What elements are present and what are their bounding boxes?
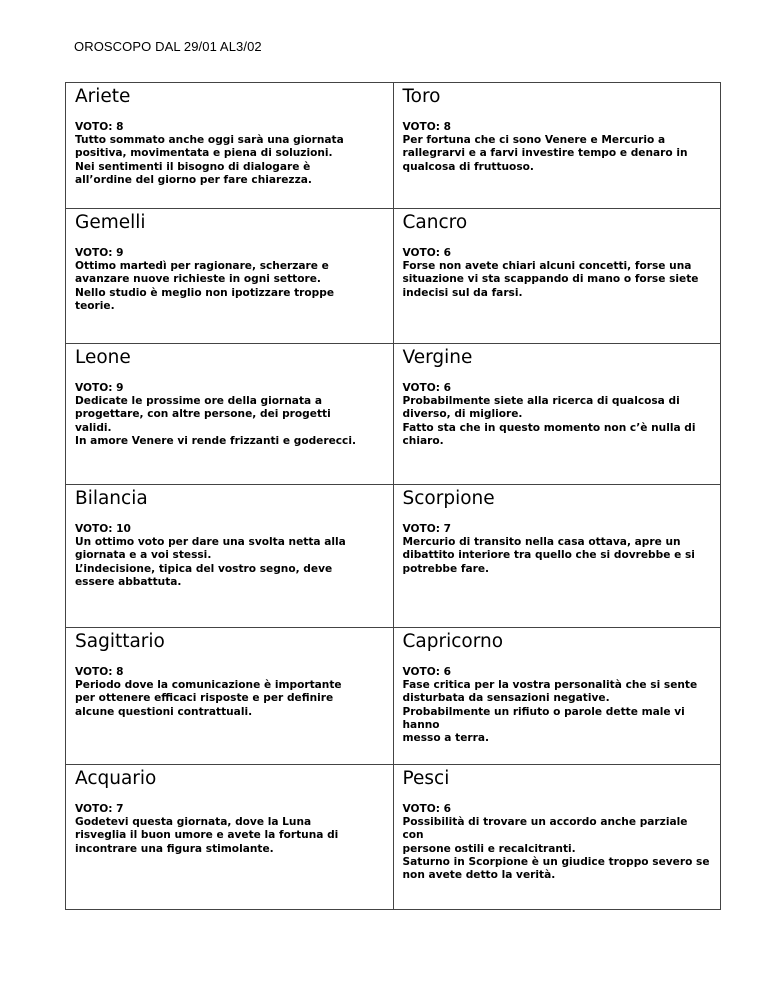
sign-description: [403, 121, 711, 174]
sign-description: [403, 803, 711, 882]
sign-cell-gemelli: [66, 209, 394, 344]
sign-name: Bilancia: [75, 488, 148, 509]
sign-text: Periodo dove la comunicazione è importante per ottenere efficaci risposte e per definire alcune questioni contrattuali.: [75, 679, 342, 718]
sign-description: [75, 523, 383, 589]
sign-vote: VOTO: 8: [75, 666, 124, 678]
table-row: [66, 83, 721, 209]
sign-cell-bilancia: [66, 485, 394, 628]
sign-text: Probabilmente siete alla ricerca di qualcosa di diverso, di migliore. Fatto sta che in questo momento non c’è nulla di chiaro.: [402, 395, 696, 447]
table-row: [66, 485, 721, 628]
sign-description: [403, 523, 711, 576]
sign-vote: VOTO: 9: [75, 382, 124, 394]
sign-name: Cancro: [402, 212, 468, 233]
sign-description: [75, 803, 383, 856]
sign-vote: VOTO: 9: [75, 247, 124, 259]
table-row: [66, 765, 721, 910]
sign-text: Ottimo martedì per ragionare, scherzare e avanzare nuove richieste in ogni settore. Nello studio è meglio non ipotizzare troppe teorie.: [75, 260, 335, 312]
sign-text: Godetevi questa giornata, dove la Luna risveglia il buon umore e avete la fortuna di incontrare una figura stimolante.: [75, 816, 339, 855]
sign-vote: VOTO: 6: [402, 803, 452, 815]
sign-text: Per fortuna che ci sono Venere e Mercurio a rallegrarvi e a farvi investire tempo e denaro in qualcosa di fruttuoso.: [402, 134, 688, 173]
sign-name: Acquario: [75, 768, 157, 789]
sign-name: Sagittario: [75, 631, 165, 652]
sign-text: Un ottimo voto per dare una svolta netta alla giornata e a voi stessi. L’indecisione, tipica del vostro segno, deve essere abbattuta.: [75, 536, 346, 588]
sign-description: [75, 382, 383, 448]
sign-cell-leone: [66, 344, 394, 485]
sign-description: [403, 247, 711, 300]
sign-name: Scorpione: [402, 488, 495, 509]
sign-vote: VOTO: 8: [402, 121, 452, 133]
sign-description: [75, 666, 383, 719]
sign-text: Forse non avete chiari alcuni concetti, forse una situazione vi sta scappando di mano o forse siete indecisi sul da farsi.: [402, 260, 699, 299]
sign-cell-toro: [393, 83, 721, 209]
sign-description: [403, 382, 711, 448]
sign-cell-vergine: [393, 344, 721, 485]
sign-text: Dedicate le prossime ore della giornata a progettare, con altre persone, dei progetti validi. In amore Venere vi rende frizzanti e godereccі.: [75, 395, 356, 447]
sign-vote: VOTO: 6: [402, 666, 452, 678]
sign-description: [75, 247, 383, 313]
sign-vote: VOTO: 6: [402, 382, 452, 394]
sign-text: Possibilità di trovare un accordo anche parziale con persone ostili e recalcitranti. Saturno in Scorpione è un giudice troppo severo se non avete detto la verità.: [402, 816, 710, 882]
sign-description: [75, 121, 383, 187]
sign-vote: VOTO: 7: [75, 803, 124, 815]
sign-name: Leone: [75, 347, 131, 368]
sign-description: [403, 666, 711, 745]
sign-name: Capricorno: [402, 631, 504, 652]
page-header: OROSCOPO DAL 29/01 AL3/02: [74, 39, 262, 54]
sign-cell-cancro: [393, 209, 721, 344]
sign-name: Ariete: [75, 86, 131, 107]
sign-text: Tutto sommato anche oggi sarà una giornata positiva, movimentata e piena di soluzioni. Nei sentimenti il bisogno di dialogare è all’ordine del giorno per fare chiarezza.: [75, 134, 344, 186]
sign-cell-capricorno: [393, 628, 721, 765]
table-row: [66, 628, 721, 765]
sign-vote: VOTO: 10: [75, 523, 131, 535]
table-row: [66, 209, 721, 344]
sign-name: Vergine: [402, 347, 473, 368]
sign-text: Mercurio di transito nella casa ottava, apre un dibattito interiore tra quello che si dovrebbe e si potrebbe fare.: [402, 536, 695, 575]
sign-cell-acquario: [66, 765, 394, 910]
sign-cell-sagittario: [66, 628, 394, 765]
sign-vote: VOTO: 6: [402, 247, 452, 259]
sign-text: Fase critica per la vostra personalità che si sente disturbata da sensazioni negative. Probabilmente un rifiuto o parole dette male vi hanno messo a terra.: [402, 679, 698, 745]
table-row: [66, 344, 721, 485]
sign-name: Toro: [402, 86, 441, 107]
sign-cell-pesci: [393, 765, 721, 910]
sign-vote: VOTO: 8: [75, 121, 124, 133]
horoscope-table: [65, 82, 721, 910]
sign-vote: VOTO: 7: [402, 523, 452, 535]
sign-name: Pesci: [402, 768, 450, 789]
sign-cell-ariete: [66, 83, 394, 209]
sign-name: Gemelli: [75, 212, 146, 233]
sign-cell-scorpione: [393, 485, 721, 628]
